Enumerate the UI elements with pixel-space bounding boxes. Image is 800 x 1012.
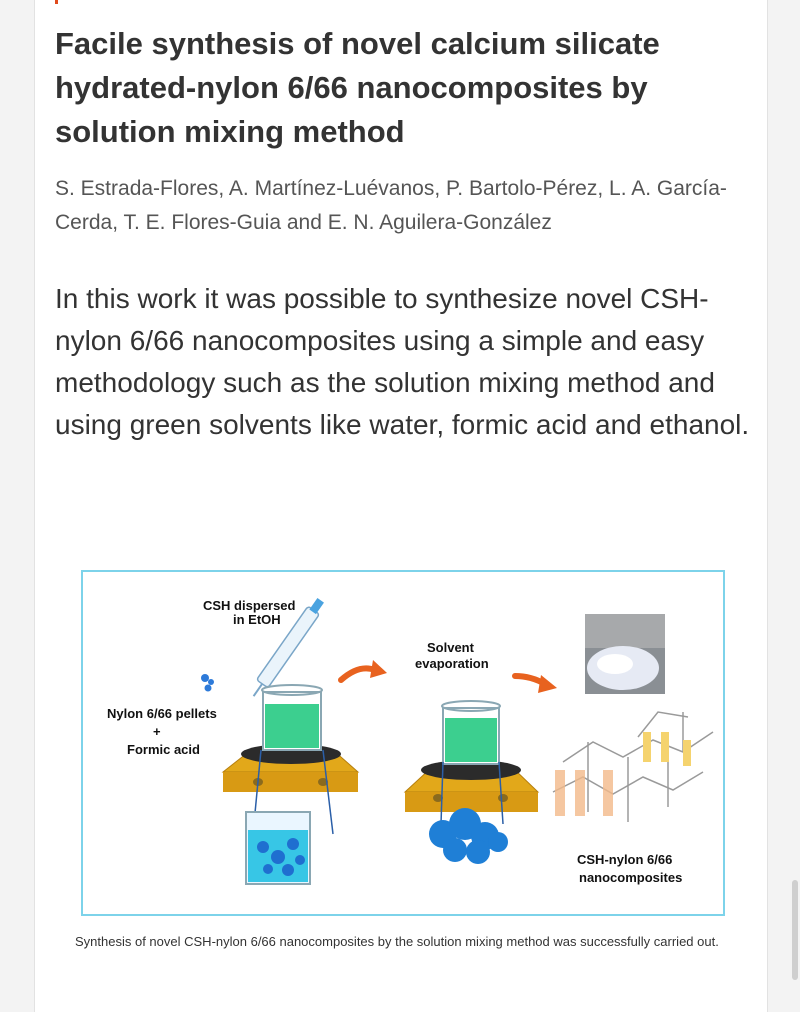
csh-layers-icon (555, 732, 691, 816)
beaker-icon (262, 685, 322, 750)
arrow-right-icon (341, 668, 375, 680)
label-nylon-pellets: Nylon 6/66 pellets (107, 706, 217, 721)
hotplate-icon (405, 760, 538, 812)
article-card (34, 0, 768, 1012)
arrow-head-icon (370, 660, 387, 678)
accent-mark (55, 0, 58, 4)
label-solvent: Solvent (427, 640, 474, 655)
article-title[interactable]: Facile synthesis of novel calcium silicate hydrated-nylon 6/66 nanocomposites by solution mixing method (55, 26, 660, 149)
label-formic-acid: Formic acid (127, 742, 200, 757)
product-photo (585, 614, 665, 694)
pellet-icon (201, 674, 214, 692)
label-csh-dispersed: CSH dispersed (203, 598, 296, 613)
beaker-icon (246, 812, 310, 884)
arrow-head-icon (538, 675, 557, 693)
hotplate-icon (223, 744, 358, 792)
graphical-abstract-figure[interactable] (81, 570, 725, 916)
label-evaporation: evaporation (415, 656, 489, 671)
label-in-etoh: in EtOH (233, 612, 281, 627)
figure-caption: Synthesis of novel CSH-nylon 6/66 nanocomposites by the solution mixing method was successfully carried out. (75, 934, 719, 949)
beaker-icon (442, 701, 500, 764)
scrollbar[interactable] (792, 880, 798, 980)
label-product-line2: nanocomposites (579, 870, 683, 885)
label-product-line1: CSH-nylon 6/66 (577, 852, 673, 867)
article-abstract: In this work it was possible to synthesize novel CSH-nylon 6/66 nanocomposites using a simple and easy methodology such as the solution mixing method and using green solvents like water, formic acid and ethanol. (55, 283, 750, 440)
article-authors: S. Estrada-Flores, A. Martínez-Luévanos, P. Bartolo-Pérez, L. A. García-Cerda, T. E. Flores-Guia and E. N. Aguilera-González (55, 177, 727, 234)
label-plus: + (153, 724, 161, 739)
